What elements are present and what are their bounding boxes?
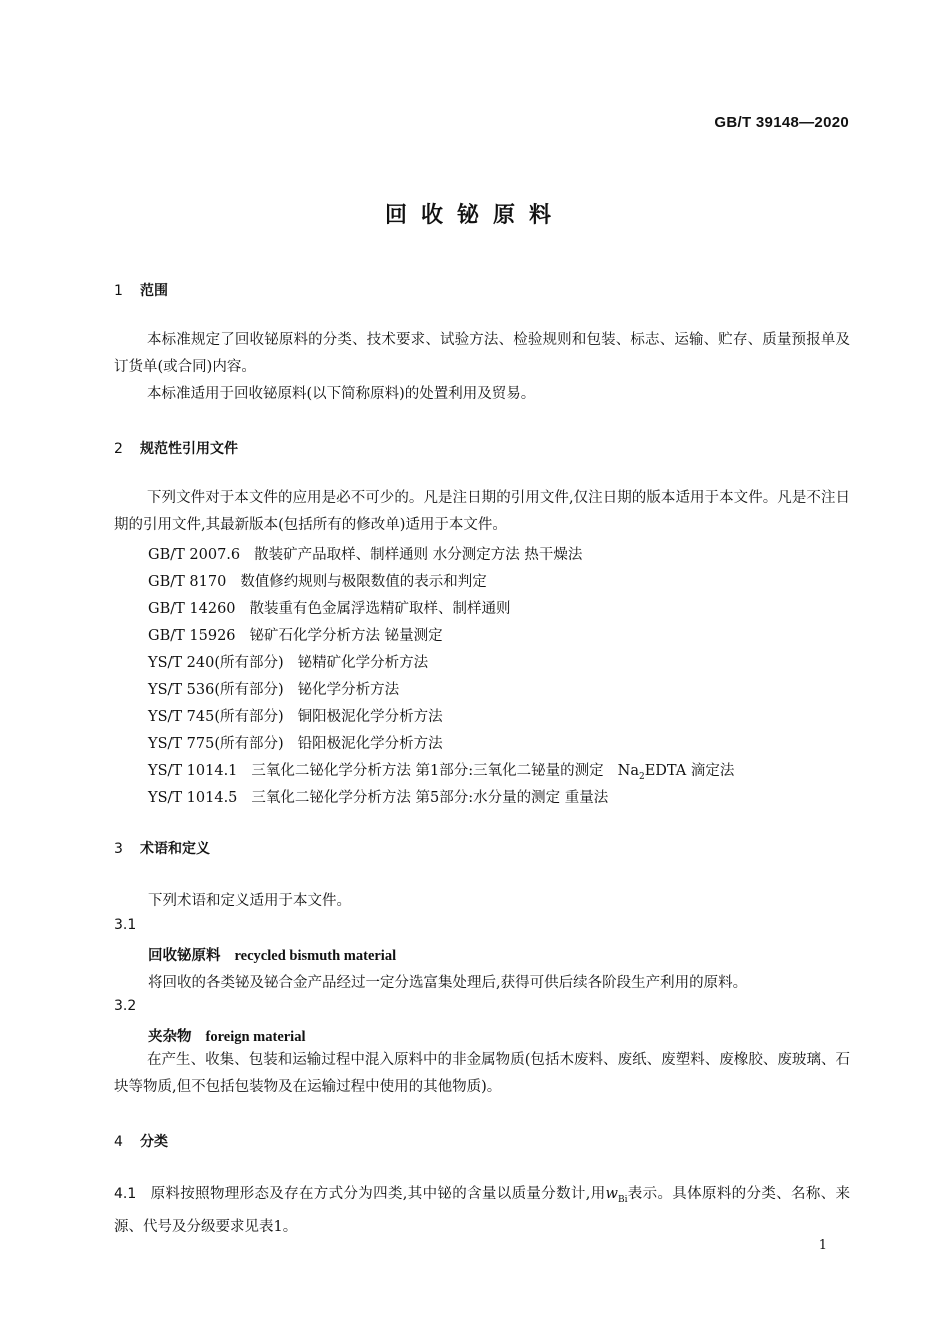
reference-code: GB/T 15926	[148, 628, 236, 644]
section-title: 规范性引用文件	[140, 441, 238, 457]
term-number: 3.2	[114, 998, 137, 1014]
section-number: 3	[114, 841, 123, 857]
reference-title: 铜阳极泥化学分析方法	[297, 709, 443, 725]
scope-paragraph-1: 本标准规定了回收铋原料的分类、技术要求、试验方法、检验规则和包装、标志、运输、贮存、质量预报单及订货单(或合同)内容。	[114, 332, 850, 375]
reference-code: YS/T 536(所有部分)	[148, 682, 284, 698]
section-number: 2	[114, 441, 123, 457]
term-number: 3.1	[114, 917, 137, 933]
reference-code: YS/T 745(所有部分)	[148, 709, 284, 725]
mass-fraction-symbol: w	[605, 1186, 618, 1202]
section-2-heading	[114, 438, 238, 458]
reference-item	[148, 624, 443, 645]
term-name	[148, 944, 396, 965]
reference-title: 散装重有色金属浮选精矿取样、制样通则	[249, 601, 511, 617]
term-name-cn: 夹杂物	[148, 1028, 192, 1045]
reference-item	[148, 651, 428, 672]
term-name-en: foreign material	[205, 1029, 306, 1045]
term-name-en: recycled bismuth material	[234, 948, 397, 964]
section-4-heading	[114, 1131, 168, 1151]
clause-number: 4.1	[114, 1186, 137, 1202]
edta-method: EDTA 滴定法	[644, 763, 735, 779]
section-3-heading	[114, 838, 210, 858]
reference-code: YS/T 240(所有部分)	[148, 655, 284, 671]
section-title: 术语和定义	[140, 841, 210, 857]
clause-4-1	[114, 1181, 850, 1241]
reference-title: 三氧化二铋化学分析方法 第1部分:三氧化二铋量的测定	[251, 763, 604, 779]
terms-intro: 下列术语和定义适用于本文件。	[148, 893, 351, 909]
reference-item	[148, 570, 487, 591]
clause-text-a: 原料按照物理形态及存在方式分为四类,其中铋的含量以质量分数计,用	[150, 1186, 606, 1202]
reference-title: 三氧化二铋化学分析方法 第5部分:水分量的测定 重量法	[251, 790, 609, 806]
reference-item	[148, 597, 511, 618]
term-definition: 在产生、收集、包装和运输过程中混入原料中的非金属物质(包括木废料、废纸、废塑料、废橡胶、废玻璃、石块等物质,但不包括包装物及在运输过程中使用的其他物质)。	[114, 1052, 850, 1095]
term-name	[148, 1025, 306, 1046]
reference-item	[148, 543, 582, 564]
term-name-cn: 回收铋原料	[148, 947, 221, 964]
section-number: 4	[114, 1134, 123, 1150]
clause-text-b: 表示。具体原料的分类、名称、来源、代号及分级要求见表1。	[114, 1186, 850, 1235]
reference-title: 散装矿产品取样、制样通则 水分测定方法 热干燥法	[254, 547, 583, 563]
reference-item	[148, 759, 734, 782]
reference-item	[148, 732, 443, 753]
reference-title: 铋精矿化学分析方法	[297, 655, 429, 671]
mass-fraction-subscript: Bi	[617, 1194, 628, 1205]
reference-code: GB/T 8170	[148, 574, 227, 590]
page-title: 回收铋原料	[384, 203, 565, 228]
section-number: 1	[114, 283, 123, 299]
reference-title: 数值修约规则与极限数值的表示和判定	[240, 574, 487, 590]
reference-title: 铋矿石化学分析方法 铋量测定	[249, 628, 443, 644]
sodium-symbol: Na	[617, 763, 639, 779]
standard-number: GB/T 39148—2020	[714, 114, 849, 131]
reference-code: YS/T 775(所有部分)	[148, 736, 284, 752]
sodium-subscript: 2	[638, 771, 645, 782]
references-intro: 下列文件对于本文件的应用是必不可少的。凡是注日期的引用文件,仅注日期的版本适用于本文件。凡是不注日期的引用文件,其最新版本(包括所有的修改单)适用于本文件。	[114, 490, 850, 533]
reference-code: YS/T 1014.5	[148, 790, 238, 806]
reference-title: 铅阳极泥化学分析方法	[297, 736, 443, 752]
section-1-heading	[114, 280, 168, 300]
reference-item	[148, 786, 608, 807]
reference-code: YS/T 1014.1	[148, 763, 238, 779]
section-title: 分类	[140, 1134, 168, 1150]
reference-title: 铋化学分析方法	[297, 682, 400, 698]
scope-paragraph-2: 本标准适用于回收铋原料(以下简称原料)的处置利用及贸易。	[147, 386, 536, 402]
section-title: 范围	[140, 283, 168, 299]
term-definition: 将回收的各类铋及铋合金产品经过一定分选富集处理后,获得可供后续各阶段生产利用的原料。	[148, 975, 748, 991]
reference-item	[148, 705, 443, 726]
page-number: 1	[818, 1238, 827, 1253]
reference-item	[148, 678, 399, 699]
reference-code: GB/T 2007.6	[148, 547, 241, 563]
reference-code: GB/T 14260	[148, 601, 236, 617]
